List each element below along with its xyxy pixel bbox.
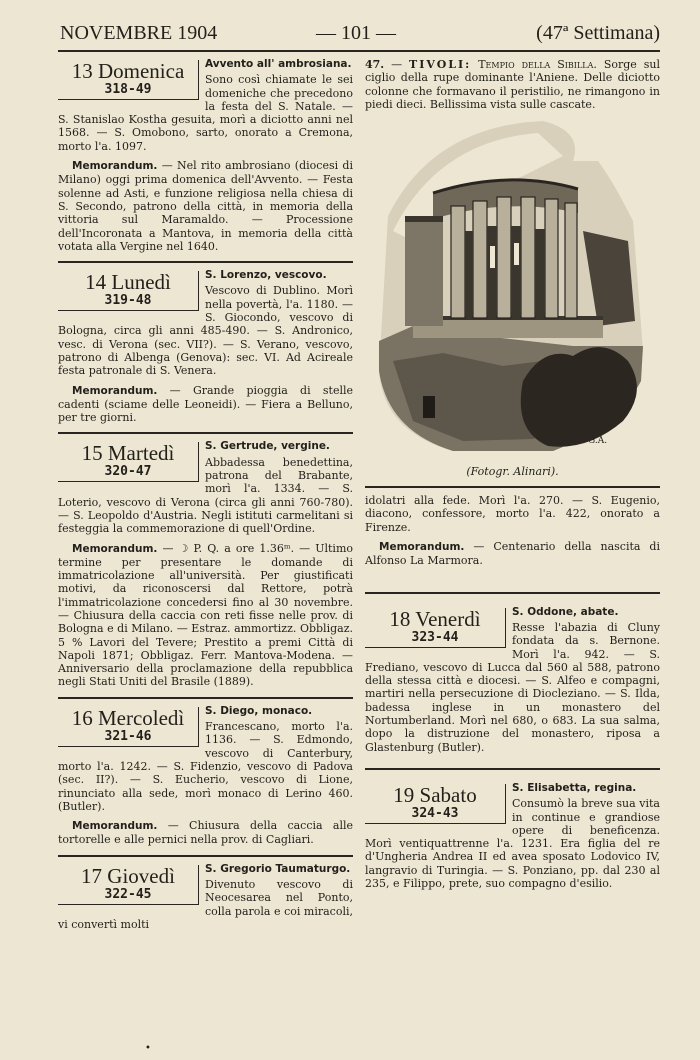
memorandum-text: — Grande pioggia di stelle cadenti (sciame delle Leoneidi). — Fiera a Belluno, per tre giorni. xyxy=(58,383,354,425)
day-name: 15 Martedì xyxy=(81,441,175,466)
day-box xyxy=(365,608,506,648)
memorandum-label: Memorandum. xyxy=(72,160,158,173)
divider xyxy=(365,768,660,770)
day-entry-19 xyxy=(365,782,660,890)
plate-description: 47. — TIVOLI: Tempio della Sibilla. Sorge sul ciglio della rupe dominante l'Aniene. Delle diciotto colonne che formavano il peristilio, ne rimangono in piedi dieci. Bellissima vista sulle cascate. xyxy=(365,58,660,111)
saint-title: S. Gertrude, vergine. xyxy=(205,440,330,453)
day-box xyxy=(58,865,199,905)
day-box xyxy=(58,60,199,100)
memorandum xyxy=(58,542,353,689)
saint-title: S. Lorenzo, vescovo. xyxy=(205,269,327,282)
day-entry-18 xyxy=(365,606,660,754)
divider xyxy=(365,592,660,594)
day-numbers: 323-44 xyxy=(411,629,459,645)
temple-illustration xyxy=(373,121,653,461)
memorandum-label: Memorandum. xyxy=(72,542,158,555)
day-text: Sono così chiamate le sei domeniche che precedono la festa del S. Natale. — S. Stanislao Kostha gesuita, morì a diciotto anni nel 1568. — S. Omobono, sarto, onorato a Cremona, morto l'a. 1097. xyxy=(58,73,353,153)
day-name: 16 Mercoledì xyxy=(71,705,185,730)
day-text: Consumò la breve sua vita in continue e grandiose opere di beneficenza. Morì ventiquattrenne l'a. 1231. Era figlia del re d'Ungheria Andrea II ed avea sposato Lodovico IV, langravio di Turingia. — S. Ponziano, pp. dal 230 al 235, e Filippo, prete, suo compagno d'esilio. xyxy=(365,797,660,891)
day-numbers: 320-47 xyxy=(104,464,152,480)
day-numbers: 318-49 xyxy=(104,82,152,97)
plate-text: Sorge sul ciglio della rupe dominante l'Aniene. Delle diciotto colonne che formavano il peristilio, ne rimangono in piedi dieci. Bellissima vista sulle cascate. xyxy=(365,58,660,111)
day-text: Vescovo di Dublino. Morì nella povertà, l'a. 1180. — S. Giocondo, vescovo di Bologna, circa gli anni 485-490. — S. Andronico, vesc. di Verona (sec. VII?). — S. Verano, vescovo, patrono di Albenga (Genova): sec. VI. Ad Acireale festa patronale di S. Venera. xyxy=(58,284,353,378)
plate-place: TIVOLI: xyxy=(409,58,472,71)
page-header xyxy=(58,20,660,52)
day-box xyxy=(58,271,199,311)
day-name: 17 Giovedì xyxy=(81,863,175,888)
day-numbers: 324-43 xyxy=(411,805,459,821)
memorandum-text: — Centenario della nascita di Alfonso La Marmora. xyxy=(365,540,660,568)
memorandum-label: Memorandum. xyxy=(72,820,158,833)
photo-caption: (Fotogr. Alinari). xyxy=(466,465,559,479)
saint-title: S. Diego, monaco. xyxy=(205,704,313,717)
day-box xyxy=(58,442,199,482)
day-box xyxy=(58,707,199,747)
temple-engraving xyxy=(373,121,653,461)
day-text: Resse l'abazia di Cluny fondata da s. Bernone. Morì l'a. 942. — S. Frediano, vescovo di Lucca dal 560 al 588, patrono della stessa città e diocesi. — S. Alfeo e compagni, martiri nella persecuzione di Diocleziano. — S. Ilda, badessa inglese in un monastero del Nortumberland. Morì nel 680, o 683. La sua salma, dopo la distruzione del monastero, riposa a Glastenburg (Butler). xyxy=(365,620,660,754)
divider xyxy=(58,855,353,857)
continuation-17 xyxy=(365,494,660,567)
day-text: Francescano, morto l'a. 1136. — S. Edmondo, vescovo di Canterbury, morto l'a. 1242. — S. Fidenzio, vescovo di Padova (sec. II?). — S. Eucherio, vescovo di Lione, rinunciato alla sede, morì monaco di Lerino 460. (Butler). xyxy=(58,720,353,813)
right-column xyxy=(365,58,660,890)
left-column xyxy=(58,58,353,931)
continuation-text: idolatri alla fede. Morì l'a. 270. — S. Eugenio, diacono, confessore, morto l'a. 422, onorato a Firenze. xyxy=(365,494,660,534)
day-numbers: 319-48 xyxy=(104,293,152,309)
saint-title: Avvento all' ambrosiana. xyxy=(205,58,352,70)
memorandum xyxy=(58,819,353,847)
day-numbers: 321-46 xyxy=(104,728,152,744)
day-name: 18 Venerdì xyxy=(389,606,481,631)
memorandum xyxy=(58,384,353,425)
day-text: Abbadessa benedettina, patrona del Brabante, morì l'a. 1334. — S. Loterio, vescovo di Verona (circa gli anni 760-780). — S. Leopoldo d'Austria. Negli istituti carmelitani si festeggia la commemorazione di quell'Ordine. xyxy=(58,455,353,536)
divider xyxy=(365,486,660,488)
header-page-number: — 101 — xyxy=(316,22,396,44)
day-name: 19 Sabato xyxy=(393,782,477,807)
header-month: NOVEMBRE 1904 xyxy=(60,22,218,44)
day-entry-14 xyxy=(58,269,353,424)
day-entry-17 xyxy=(58,863,353,931)
saint-title: S. Elisabetta, regina. xyxy=(512,781,637,794)
plate-number: 47. xyxy=(365,58,385,71)
divider xyxy=(58,432,353,434)
memorandum-text: — Nel rito ambrosiano (diocesi di Milano) oggi prima domenica dell'Avvento. — Festa solenne ad Asti, e funzione religiosa nella chiesa di S. Secondo, patrono della città, in memoria della vittoria sul Maramaldo. — Processione dell'Incoronata a Mantova, in memoria della città votata alla Vergine nel 1640. xyxy=(58,159,353,253)
saint-title: S. Oddone, abate. xyxy=(512,605,619,618)
memorandum-text: — ☽ P. Q. a ore 1.36ᵐ. — Ultimo termine per presentare le domande di immatricolazione all'università. Per giustificati motivi, da riconoscersi dal Rettore, potrà l'immatricolazione concedersi fino al 30 novembre. — Chiusura della caccia con reti fisse nelle prov. di Bologna e di Milano. — Estraz. ammortizz. Obbligaz. 5 % Lavori del Tevere; Prestito a premi Città di Napoli 1871; Obbligaz. Ferr. Mantova-Modena. — Anniversario della proclamazione della repubblica negli Stati Uniti del Brasile (1889). xyxy=(58,541,353,689)
day-box xyxy=(365,784,506,824)
day-text: Divenuto vescovo di Neocesarea nel Ponto, colla parola e coi miracoli, vi convertì molti xyxy=(58,878,353,931)
memorandum xyxy=(58,159,353,253)
memorandum-text: — Chiusura della caccia alle tortorelle e alle pernici nella prov. di Cagliari. xyxy=(58,819,353,847)
footer-mark: • xyxy=(145,1043,151,1054)
divider xyxy=(58,697,353,699)
header-week: (47ª Settimana) xyxy=(536,22,660,44)
svg-text:G.A.: G.A. xyxy=(587,436,607,447)
day-name: 13 Domenica xyxy=(71,59,185,83)
memorandum xyxy=(365,540,660,568)
day-entry-16 xyxy=(58,705,353,847)
divider xyxy=(58,261,353,263)
plate-subject: Tempio della Sibilla. xyxy=(478,58,597,71)
day-entry-15 xyxy=(58,440,353,688)
day-numbers: 322-45 xyxy=(104,886,152,902)
day-entry-13 xyxy=(58,58,353,253)
saint-title: S. Gregorio Taumaturgo. xyxy=(205,862,351,875)
memorandum-label: Memorandum. xyxy=(379,541,465,554)
day-name: 14 Lunedì xyxy=(85,270,171,295)
memorandum-label: Memorandum. xyxy=(72,384,158,397)
